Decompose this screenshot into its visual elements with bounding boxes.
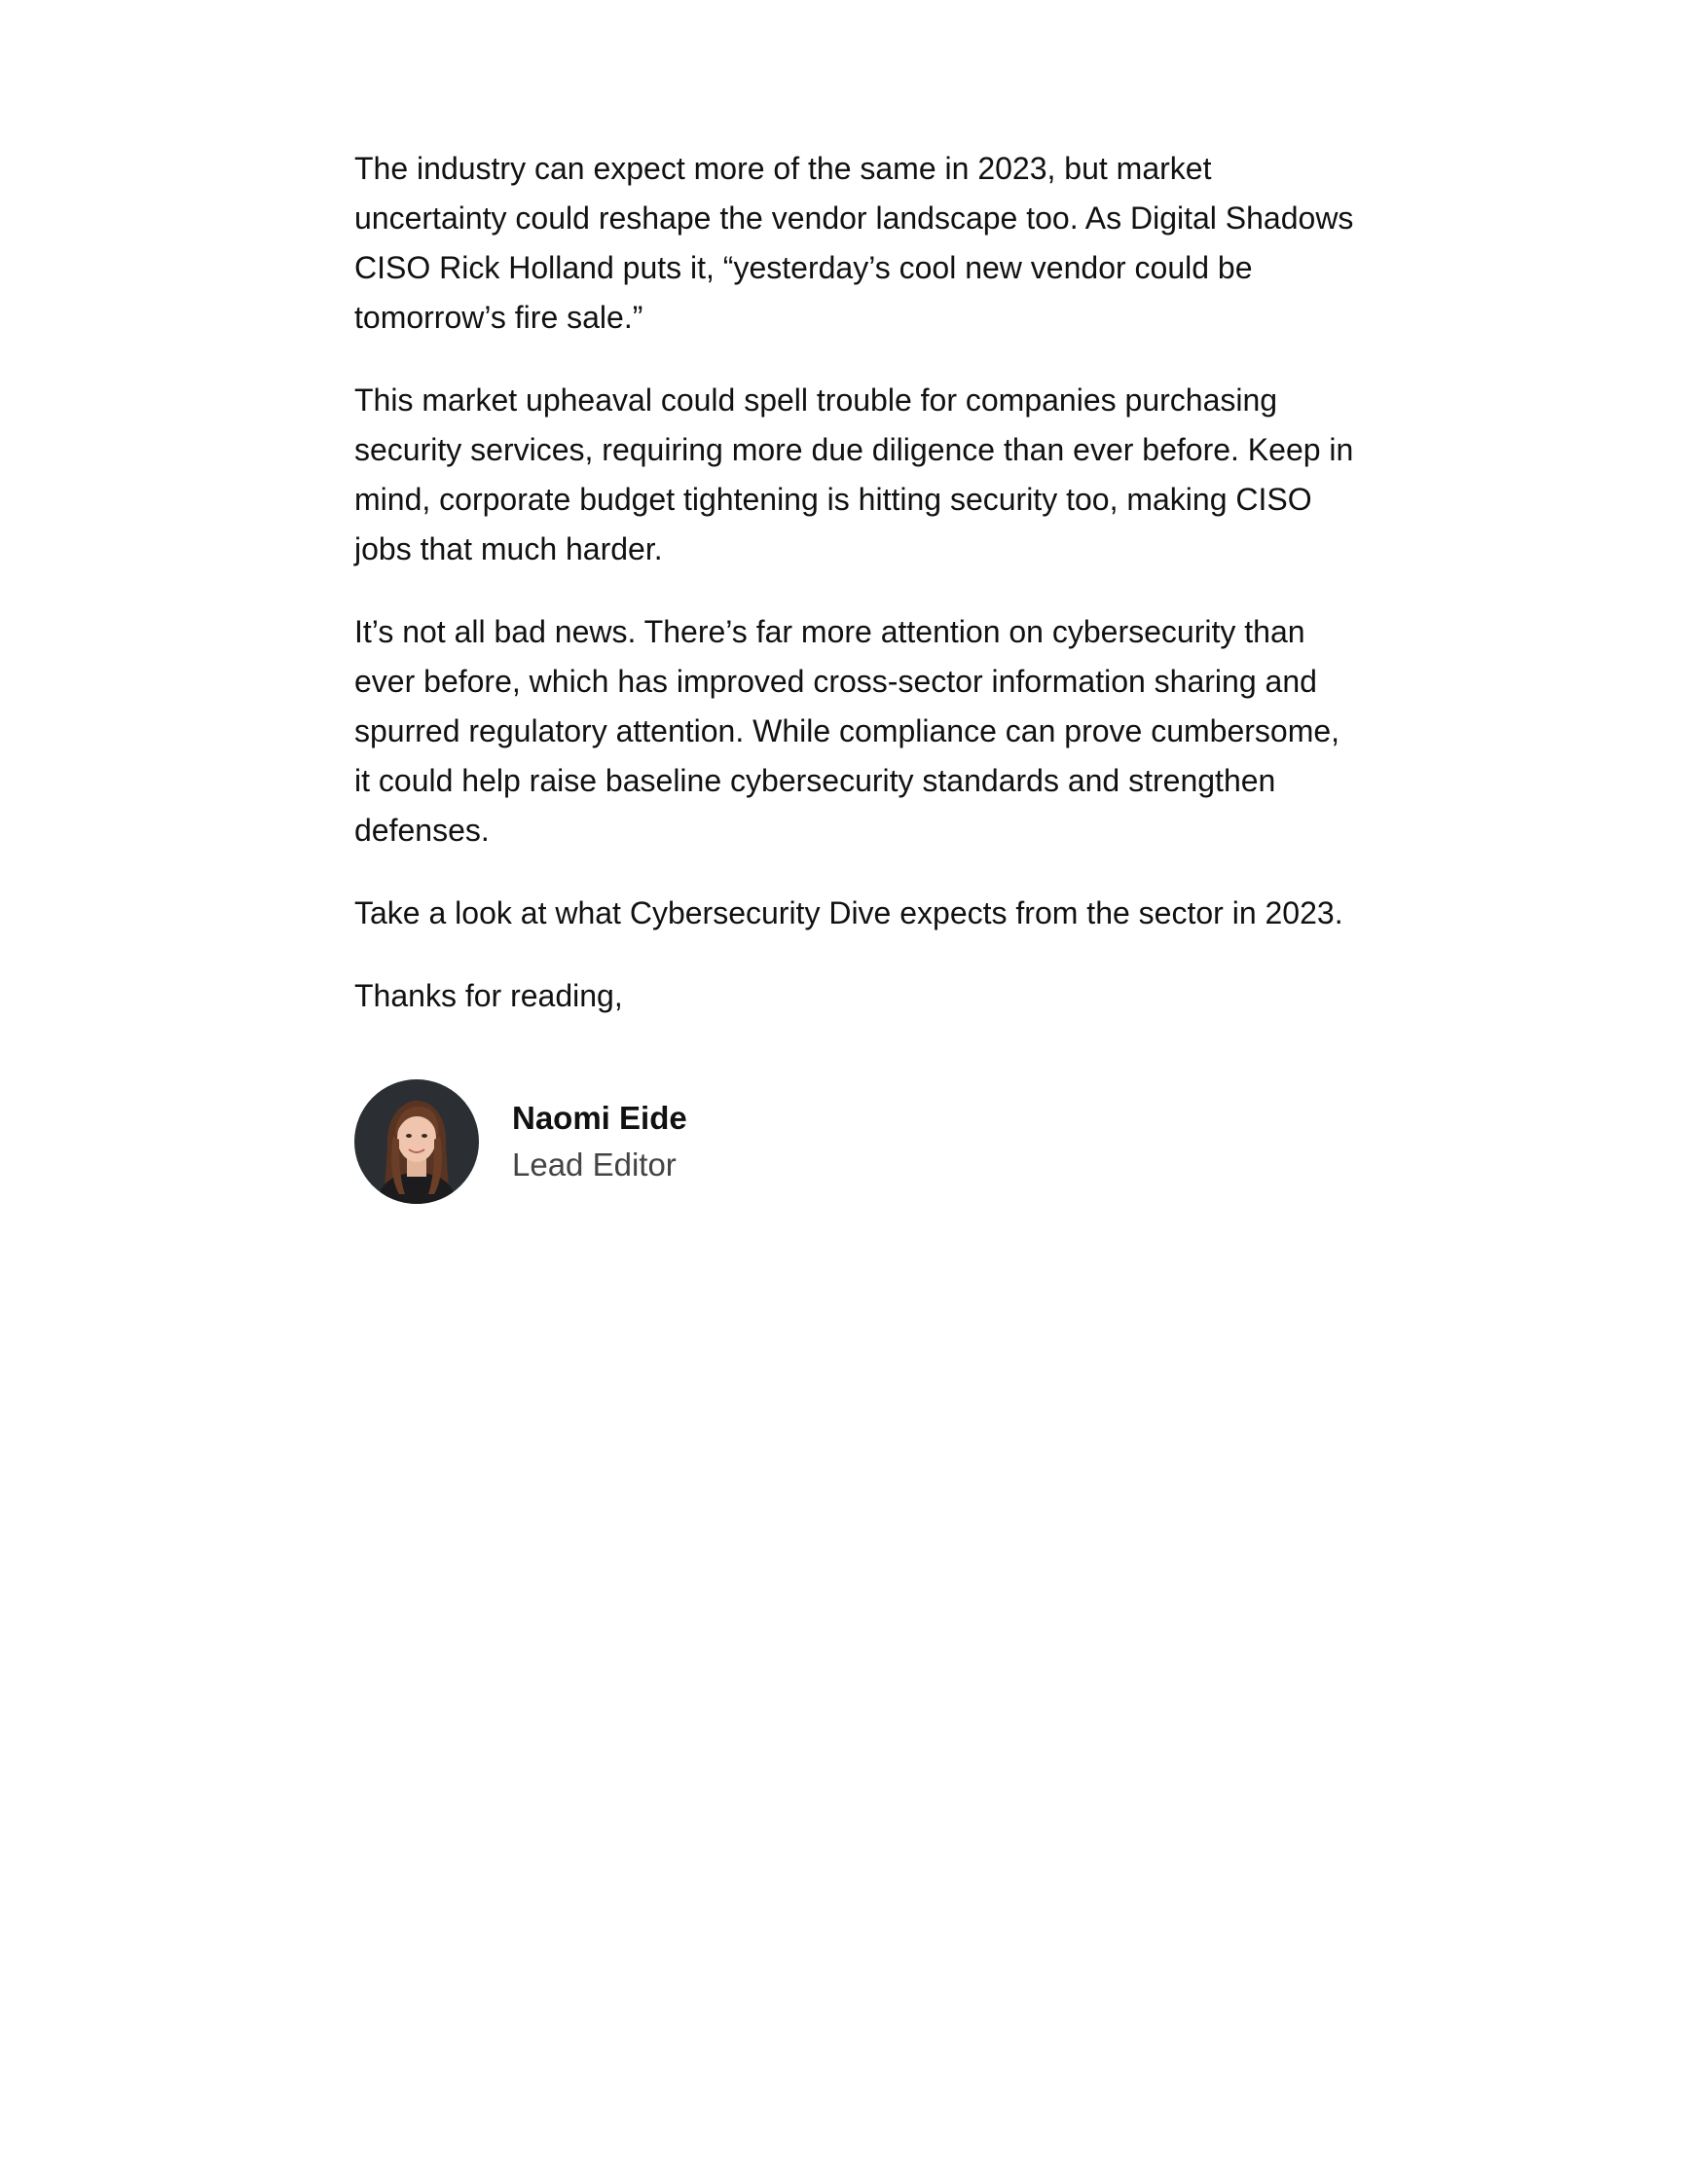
author-name: Naomi Eide: [512, 1100, 687, 1136]
avatar: [354, 1079, 479, 1204]
paragraph-good-news: It’s not all bad news. There’s far more attention on cybersecurity than ever before, which has improved cross-sector information sharing and spurred regulatory attention. While compliance can prove cumbersome, it could help raise baseline cybersecurity standards and strengthen defenses.: [354, 614, 1340, 848]
paragraph-sign-off: Thanks for reading,: [354, 978, 623, 1013]
paragraph-market-upheaval: This market upheaval could spell trouble for companies purchasing security services, requiring more due diligence than ever before. Keep in mind, corporate budget tightening is hitting security too, making CISO jobs that much harder.: [354, 382, 1354, 566]
author-title: Lead Editor: [512, 1147, 677, 1183]
author-signature: [354, 1079, 1357, 1204]
paragraph-intro: The industry can expect more of the same in 2023, but market uncertainty could reshape the vendor landscape too. As Digital Shadows CISO Rick Holland puts it, “yesterday’s cool new vendor could be tomorrow’s fire sale.”: [354, 151, 1354, 335]
paragraph-call-to-action: Take a look at what Cybersecurity Dive expects from the sector in 2023.: [354, 895, 1343, 930]
newsletter-body: [354, 144, 1357, 1204]
author-info: [512, 1095, 687, 1188]
author-photo-icon: [354, 1079, 479, 1204]
